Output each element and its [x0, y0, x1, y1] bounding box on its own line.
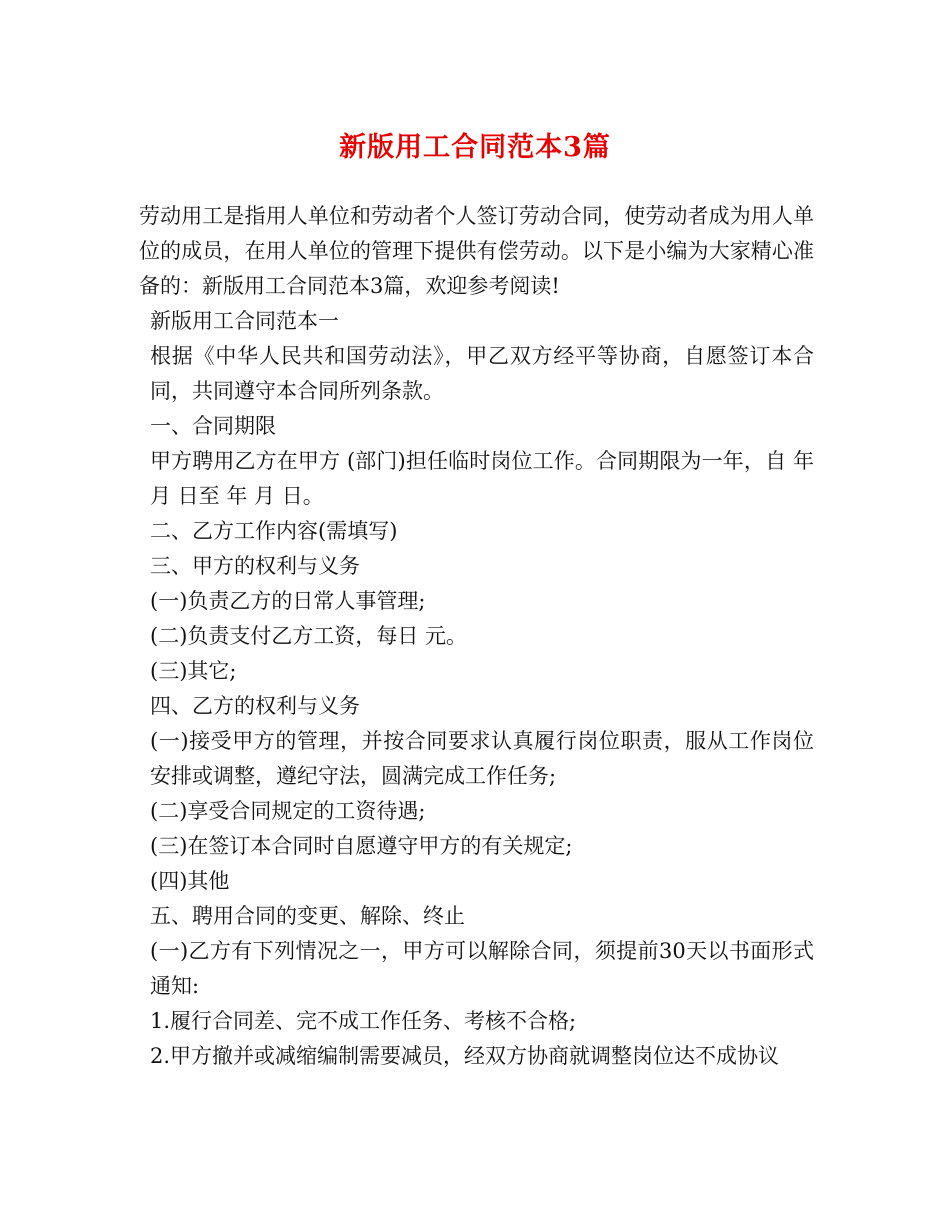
- clause-heading: 一、合同期限: [150, 414, 276, 438]
- clause-item: (四)其他: [150, 869, 230, 893]
- clause-item: (一)接受甲方的管理，并按合同要求认真履行岗位职责，服从工作岗位安排或调整，遵纪守法，圆满完成工作任务;: [150, 729, 814, 788]
- intro-paragraph: 劳动用工是指用人单位和劳动者个人签订劳动合同，使劳动者成为用人单位的成员，在用人单位的管理下提供有偿劳动。以下是小编为大家精心准备的：新版用工合同范本3篇，欢迎参考阅读!: [139, 204, 814, 298]
- clause-item: (二)负责支付乙方工资，每日 元。: [150, 624, 468, 648]
- document-title: 新版用工合同范本3篇: [339, 132, 611, 163]
- clause-item: (一)负责乙方的日常人事管理;: [150, 589, 426, 613]
- clause-heading: 五、聘用合同的变更、解除、终止: [150, 904, 465, 928]
- paragraph: 根据《中华人民共和国劳动法》，甲乙双方经平等协商，自愿签订本合同，共同遵守本合同所列条款。: [150, 344, 814, 403]
- clause-item: (一)乙方有下列情况之一，甲方可以解除合同，须提前30天以书面形式通知:: [150, 939, 814, 998]
- section-heading: 新版用工合同范本一: [150, 309, 339, 333]
- clause-heading: 二、乙方工作内容(需填写): [150, 519, 398, 543]
- clause-heading: 三、甲方的权利与义务: [150, 554, 360, 578]
- document-body: [139, 199, 814, 1074]
- clause-heading: 四、乙方的权利与义务: [150, 694, 360, 718]
- clause-item: 1.履行合同差、完不成工作任务、考核不合格;: [150, 1009, 577, 1033]
- paragraph: 甲方聘用乙方在甲方 (部门)担任临时岗位工作。合同期限为一年，自 年 月 日至 年 月 日。: [150, 449, 814, 508]
- clause-item: (三)其它;: [150, 659, 237, 683]
- clause-item: (二)享受合同规定的工资待遇;: [150, 799, 426, 823]
- clause-item: (三)在签订本合同时自愿遵守甲方的有关规定;: [150, 834, 573, 858]
- clause-item: 2.甲方撤并或减缩编制需要减员，经双方协商就调整岗位达不成协议: [150, 1044, 780, 1068]
